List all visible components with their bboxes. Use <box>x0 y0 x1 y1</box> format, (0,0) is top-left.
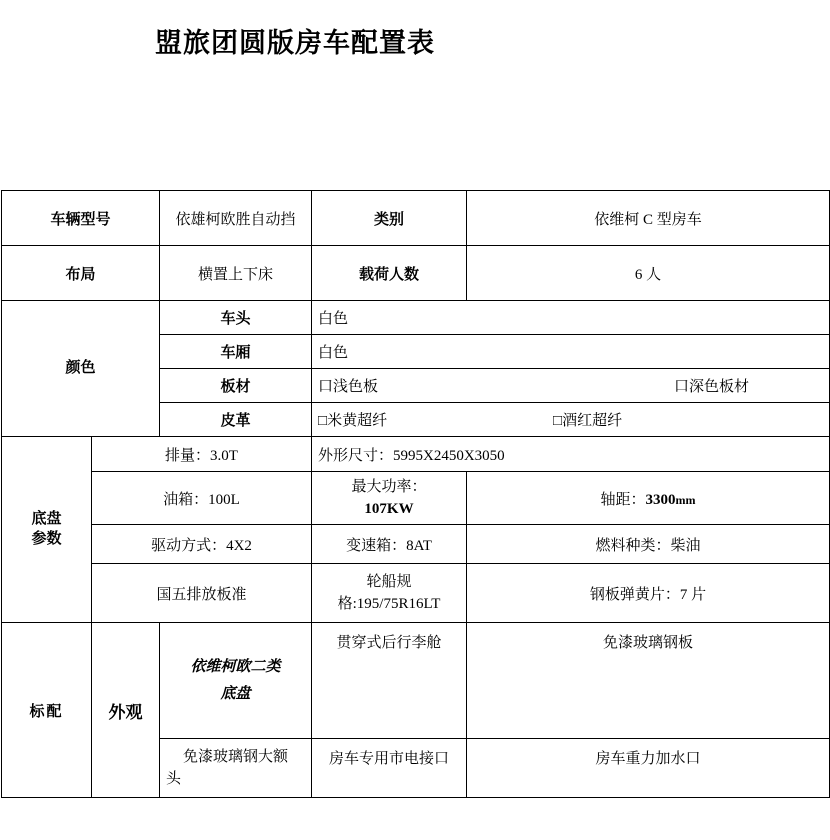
color-row-label-3: 皮革 <box>160 403 312 437</box>
title-band <box>0 0 830 80</box>
category-label: 类别 <box>312 191 467 246</box>
page-title: 盟旅团圆版房车配置表 <box>155 27 435 58</box>
chassis-group-label-text: 底盘参数 <box>31 511 62 547</box>
chassis-gearbox: 变速箱：8AT <box>312 525 467 564</box>
chassis-tire-line1: 轮船规 <box>366 573 412 590</box>
standard-sub-label: 外观 <box>92 623 160 798</box>
leather-option-wine: □酒红超纤 <box>553 413 623 429</box>
table-row-standard-1 <box>2 623 830 739</box>
leather-option-beige: □米黄超纤 <box>318 413 388 429</box>
chassis-wheelbase-unit: mm <box>675 492 696 507</box>
color-group-label: 颜色 <box>2 301 160 437</box>
color-row-value-1: 白色 <box>312 335 830 369</box>
standard-frp-panel: 免漆玻璃钢板 <box>467 623 830 739</box>
color-row-label-1: 车厢 <box>160 335 312 369</box>
model-value: 依雄柯欧胜自动挡 <box>160 191 312 246</box>
capacity-label: 载荷人数 <box>312 246 467 301</box>
color-row-value-3 <box>312 403 830 437</box>
table-row-chassis-2 <box>2 472 830 525</box>
table-row-model <box>2 191 830 246</box>
chassis-dimensions: 外形尺寸：5995X2450X3050 <box>312 437 830 472</box>
configuration-table <box>1 190 830 798</box>
chassis-fuel-type: 燃料种类：柴油 <box>467 525 830 564</box>
color-row-label-2: 板材 <box>160 369 312 403</box>
chassis-leaf-spring: 钢板弹黄片：7 片 <box>467 564 830 623</box>
standard-group-label: 标配 <box>2 623 92 798</box>
chassis-fuel-tank: 油箱：100L <box>92 472 312 525</box>
color-option-dark-board: 口深色板材 <box>674 379 750 395</box>
standard-shore-power: 房车专用市电接口 <box>312 739 467 798</box>
chassis-emission: 国五排放板准 <box>92 564 312 623</box>
standard-frp-front-line1: 免漆玻璃钢大额 <box>183 748 289 765</box>
color-option-light-board: 口浅色板 <box>318 379 379 395</box>
chassis-max-power-label: 最大功率： <box>351 478 427 495</box>
color-row-label-0: 车头 <box>160 301 312 335</box>
model-label: 车辆型号 <box>2 191 160 246</box>
standard-water-inlet: 房车重力加水口 <box>467 739 830 798</box>
category-value: 依维柯 C 型房车 <box>467 191 830 246</box>
layout-value: 横置上下床 <box>160 246 312 301</box>
chassis-tire <box>312 564 467 623</box>
layout-label: 布局 <box>2 246 160 301</box>
standard-frp-front-line2: 头 <box>166 771 182 787</box>
chassis-group-label <box>2 437 92 623</box>
standard-chassis-line2: 底盘 <box>220 685 251 702</box>
table-row-chassis-1 <box>2 437 830 472</box>
chassis-wheelbase <box>467 472 830 525</box>
table-row-chassis-4 <box>2 564 830 623</box>
chassis-tire-line2: 格:195/75R16LT <box>337 596 441 612</box>
color-row-value-2 <box>312 369 830 403</box>
chassis-wheelbase-value: 3300 <box>645 491 676 508</box>
table-row-chassis-3 <box>2 525 830 564</box>
standard-rear-trunk: 贯穿式后行李舱 <box>312 623 467 739</box>
chassis-max-power <box>312 472 467 525</box>
color-row-value-0: 白色 <box>312 301 830 335</box>
standard-chassis-line1: 依维柯欧二类 <box>190 658 281 675</box>
chassis-max-power-value: 107KW <box>364 501 414 517</box>
standard-frp-front <box>160 739 312 798</box>
capacity-value: 6 人 <box>467 246 830 301</box>
table-row-color-head <box>2 301 830 335</box>
chassis-displacement: 排量：3.0T <box>92 437 312 472</box>
chassis-drive-type: 驱动方式：4X2 <box>92 525 312 564</box>
chassis-wheelbase-label: 轴距： <box>600 491 646 508</box>
table-row-layout <box>2 246 830 301</box>
standard-chassis <box>160 623 312 739</box>
title-spacer <box>0 80 830 190</box>
